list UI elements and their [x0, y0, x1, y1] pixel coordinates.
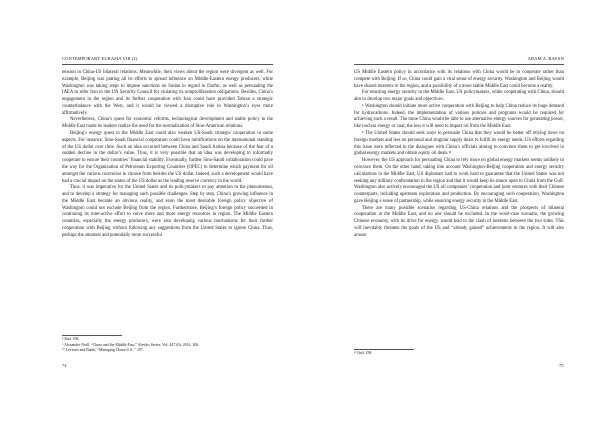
paragraph: Thus, it was imperative for the United States and its policymakers to pay attention to the phenomenon, and to develop a strategy for managing such possible challenges. Step by step, China’s growing influence in the Middle East became an obvious reality, and even the most desirable foreign policy objective of Washington could not exclude Beijing from the region. Furthermore, Beijing’s foreign policy succeeded in continuing its inter-active effort to solve more and more energy resources in region. The Middle Eastern countries, especially the energy producers, were also developing various mechanisms for their further cooperation with Beijing without following any suggestions from the United States to ignore China. Thus, perhaps the smartest and potentially more successful: [62, 185, 273, 238]
footnotes-right: [354, 351, 372, 357]
paragraph: For ensuring energy security in the Middle East, US policymakers, while cooperating with China, should aim to develop two major goals and objectives:: [354, 90, 564, 103]
paragraph: Beijing’s energy quest in the Middle East could also weaken US-Saudi strategic cooperation in some aspects. For instance, Sino-Saudi financial cooperation could have ramifications on the international standing of the US dollar over time. Such an idea occurred between China and Saudi Arabia because of the fear of a sudden decline in the dollar’s value. Thus, it is very possible that an idea was developing to informally cooperate to ensure their countries’ financial stability. Eventually, further Sino-Saudi collaboration could pave the way for the Organization of Petroleum Exporting Countries (OPEC) to determine which payment for oil amongst the various currencies to choose from besides the US dollar. Indeed, such a development would have had a crucial impact on the status of the US dollar as the leading reserve currency in the world.: [62, 131, 273, 184]
body-text-left: [62, 70, 273, 240]
paragraph: tension in China-US bilateral relations. Meanwhile, their views about the region were divergent as well. For example, Beijing was putting all its efforts to spread influence on Middle-Eastern energy producers, while Washington was taking steps to impose sanctions on Sudan in regard to Darfur, as well as persuading the IAEA to refer Iran to the UN Security Council for violating its nonproliferation obligations. Besides, China’s engagement in the region and its further cooperation with Iran could have provided Tehran a strategic counterbalance with the West, and it would be viewed a disruptive role in Washington’s eyes more affirmatively.: [62, 70, 273, 116]
paragraph: Nevertheless, China’s quest for economic reforms, technological development and stable policy in the Middle East made its leaders realize the need for the normalization of Sino-American relations.: [62, 117, 273, 130]
bullet-item: • Washington should initiate more active cooperation with Beijing to help China reduce its huge demand for hydrocarbons. Indeed, the implementation of various policies and programs would be required for achieving such a result. The more China would be able to use alternative energy sources for generating power, like nuclear energy or coal, the less it will need to import oil from the Middle East.: [354, 103, 564, 130]
author-name: ARAM A. BAYAN: [527, 56, 564, 61]
page-number: 74: [62, 363, 67, 368]
running-header-left: [62, 55, 273, 62]
paragraph: However, the US approach for persuading China to rely more on global energy markets seems unlikely to convince them. On the other hand, taking into account Washington-Beijing cooperation and energy security calculations in the Middle East, US diplomats had to work hard to guarantee that the United States was not seeking any military confrontation in the region and that it would keep its stance open to China from the Gulf. Washington also actively encouraged the US oil companies’ cooperation and joint ventures with their Chinese counterparts, including upstream exploration and production. By encouraging such cooperation, Washington gave Beijing a sense of partnership, while ensuring energy security in the Middle East.: [354, 158, 564, 204]
bullet-item: • The United States should seek ways to persuade China that they would be better off relying more on foreign markets and less on personal and singular supply deals to fulfill its energy needs. US efforts regarding this issue were reflected in the dialogues with China’s officials aiming to convince them to get involved in global energy markets and obtain equity oil deals.¹¹: [354, 131, 564, 157]
right-page: [300, 0, 600, 424]
footnote: ¹⁰ Leverett and Bader, “Managing China-U.S.,” 197.: [62, 348, 144, 353]
header-rule: [62, 64, 273, 65]
running-header-right: [354, 55, 564, 62]
header-rule: [354, 64, 564, 65]
footnote: ⁹ Alexander Neill, “China and the Middle East,” Aleyhis Series, Vol. 447 (6), 2014, 206.: [62, 342, 200, 347]
footnote-rule: [62, 335, 122, 336]
paragraph: US Middle Eastern policy in accordance with its relations with China would be to cooperate rather than compete with Beijing. If so, China could gain a vital sense of energy security. Washington and Beijing would have shared interests in the region, and a possibility of a more stable Middle East could become a reality.: [354, 70, 564, 89]
footnote: ⁸ Ibid, 196.: [62, 337, 80, 341]
footnote: ¹¹ Ibid, 198.: [354, 351, 373, 355]
paragraph: There are many possible scenarios regarding US-China relations and the prospects of bilateral cooperation in the Middle East, and no one should be excluded. In the worst-case scenario, the growing Chinese economy, with its drive for energy, would lead to the clash of interests between the two sides. This will inevitably threaten the goals of the US and “already gained” achievements in the region. It will also arouse: [354, 205, 564, 238]
page-number: 75: [559, 363, 564, 368]
footnote-rule: [354, 349, 414, 350]
body-text-right: [354, 70, 564, 240]
journal-title: CONTEMPORARY EURASIA VIII (2): [62, 56, 138, 61]
footnotes-left: [62, 337, 199, 354]
